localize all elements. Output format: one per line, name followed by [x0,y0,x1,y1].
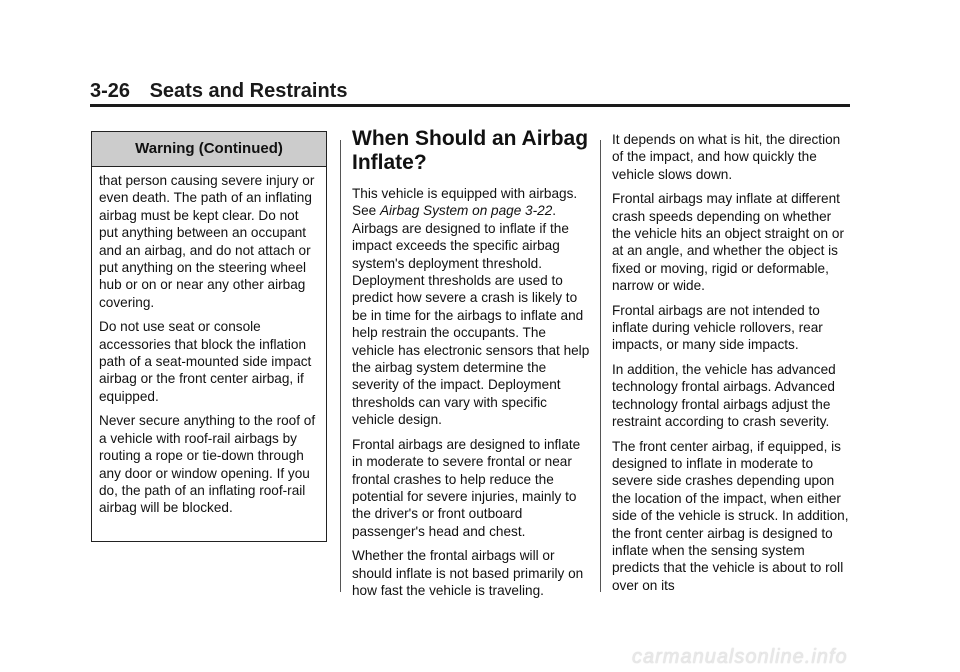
header-rule [90,104,850,107]
warning-heading: Warning (Continued) [92,132,326,167]
cross-reference-link[interactable]: Airbag System on page 3-22 [379,203,553,219]
section-column [352,127,590,606]
page-number: 3-26 [90,80,131,102]
body-paragraph: The front center airbag, if equipped, is designed to inflate in moderate to severe side crashes depending upon the location of the impact, when either side of the vehicle is struck. In addition, the front center airbag is designed to inflate when the sensing system predicts that the vehicle is about to roll over on its [612,438,849,593]
column-divider [600,140,601,592]
watermark: carmanualsonline.info [632,646,848,668]
warning-paragraph: that person causing severe injury or even death. The path of an inflating airbag must be kept clear. Do not put anything between an occupant and an airbag, and do not attach or put anything on the steering wheel hub or on or near any other airbag covering. [99,173,315,310]
body-paragraph: In addition, the vehicle has advanced technology frontal airbags. Advanced technology frontal airbags adjust the restraint according to crash severity. [612,361,836,430]
body-paragraph: Frontal airbags are not intended to inflate during vehicle rollovers, rear impacts, or many side impacts. [612,302,823,353]
warning-paragraph: Never secure anything to the roof of a vehicle with roof-rail airbags by routing a rope or tie-down through any door or window opening. If you do, the path of an inflating roof-rail airbag will be blocked. [99,413,316,516]
warning-box [91,131,327,542]
chapter-title: Seats and Restraints [149,80,348,102]
right-column [612,131,852,601]
body-paragraph: It depends on what is hit, the direction of the impact, and how quickly the vehicle slows down. [612,132,841,182]
warning-paragraph: Do not use seat or console accessories that block the inflation path of a seat-mounted side impact airbag or the front center airbag, if equipped. [99,319,312,404]
warning-body [92,167,326,517]
paragraph-lead: This vehicle is equipped with airbags. See [352,186,578,219]
paragraph-rest: . Airbags are designed to inflate if the impact exceeds the specific airbag system's deployment threshold. Deployment thresholds are used to predict how severe a crash is likely to be in time for the airbags to inflate and help restrain the occupants. The vehicle has electronic sensors that help the airbag system determine the severity of the impact. Deployment thresholds can vary with specific vehicle design. [352,203,590,428]
body-paragraph: Frontal airbags may inflate at different crash speeds depending on whether the vehicle hits an object straight on or at an angle, and whether the object is fixed or moving, rigid or deformable, narrow or wide. [612,191,844,294]
section-heading: When Should an Airbag Inflate? [352,127,589,174]
body-paragraph [352,185,590,429]
page-header [90,80,347,103]
body-paragraph: Frontal airbags are designed to inflate in moderate to severe frontal or near frontal crashes to help reduce the potential for severe injuries, mainly to the driver's or front outboard passenger's head and chest. [352,436,581,539]
body-paragraph: Whether the frontal airbags will or should inflate is not based primarily on how fast the vehicle is traveling. [352,548,584,598]
column-divider [340,140,341,592]
